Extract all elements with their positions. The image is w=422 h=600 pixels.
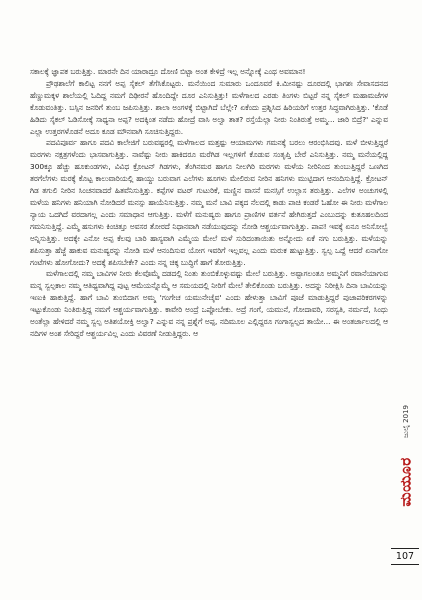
page-number: 107 bbox=[391, 548, 419, 565]
magazine-logo bbox=[394, 452, 418, 512]
paragraph-1: ಸಕಾಲಕ್ಕೆ ಜ್ಞಾಪಕ ಬರುತ್ತಿತ್ತು. ಮಾರನೇ ದಿನ ಯಾರಾದ್ರೂ ದೋಣಿ ಬಿಟ್ಟಾ ಅಂತ ಕೇಳಿದ್ರೆ ಇಲ್ಲ ಅನ್ನೋಕ್ಕೆ ಎಂಥ ಅವಮಾನ! bbox=[30, 67, 306, 76]
paragraph-2: ಪ್ರೌಢಶಾಲೆಗೆ ಕಾಲಿಟ್ಟ ನನಗೆ ಅಪ್ಪ ಸೈಕಲ್ ತೆಗೆಸಿಕೊಟ್ಟರು. ಮನೆಯಿಂದ ಸುಮಾರು ಒಂದೂವರೆ ಕಿ.ಮೀನಷ್ಟು ದೂರದಲ್ಲಿ ಭಾಗಶಃ ಸೇವಾಸದನದ ಹೆಣ್ಣುಮಕ್ಕಳ ಶಾಲೆಯಲ್ಲಿ ಓದಿದ್ದ ನಮಗೆ ದಿಢೀರನೆ ಹೊಂದಿದ್ದೇ ದೂರ ಎನಿಸುತ್ತಿತ್ತು! ಮಳೆಗಾಲದ ಎರಡು ತಿಂಗಳು ಬಿಟ್ಟರೆ ನನ್ನ ಸೈಕಲ್ ಮಹಾಮಜೆಗಳ ಕೊಡುವಂತಿತ್ತು. ಬಸ್ಸಿನ ಜನರಿಗೆ ತುಂಬ ಜಪಿಸುತ್ತಿತ್ತು. ಶಾಲಾ ಅಂಗಳಕ್ಕೆ ಬಿಟ್ಟಾಗಿದೆ ಬೆಲ್ಲೇ? ಏಕೆಂದು ಪ್ರಶ್ನಿಸಿದ ಹಿರಿಯರಿಗೆ ಉತ್ತರ ಸಿದ್ಧವಾಗಿರುತ್ತಿತ್ತು. 'ಕೊಡೆ ಹಿಡಿದು ಸೈಕಲ್ ಓಡಿಸೋಕ್ಕೆ ಸಾಧ್ಯನಾ ಅಪ್ಪ? ಅದಕ್ಕಿಂತ ನಡೆದು ಹೋದ್ರೆ ವಾಸಿ ಅಲ್ವಾ ತಾತ? ರಸ್ತೆಯೆಲ್ಲಾ ನೀರು ನಿಂತಿರುತ್ತೆ ಅಮ್ಮ... ಜಾರಿ ಬಿದ್ರೆ?' ಎನ್ನುವ ಎಲ್ಲಾ ಉತ್ತರಗಳೊಡನೆ ಅದೂ ಕೂಡ ಮೌನವಾಗಿ ಸೂಚಿಸುತ್ತಿದ್ದರು. bbox=[30, 78, 388, 136]
magazine-logo-text: ಮಯೂರ bbox=[397, 457, 415, 507]
paragraph-3: ಪದವಿಪೂರ್ವ ಹಾಗೂ ಪದವಿ ಕಾಲೇಜಿಗೆ ಬರುವಷ್ಟರಲ್ಲಿ ಮಳೆಗಾಲದ ಮತ್ತಷ್ಟು ಆಯಾಮಗಳು ಗಮನಕ್ಕೆ ಬರಲು ಆರಂಭಿಸಿದವು. ಮಳೆ ಬೀಳುತ್ತಿದ್ದರೆ ಮರಗಳು ನಕ್ಷತ್ರಗಳೆಂದು ಭಾಸವಾಗುತ್ತಿತ್ತು. ನಾವೆಷ್ಟು ನೀರು ಹಾಕಿದರೂ ಮರೆಗಿಡ ಇಲ್ಲಗಳಿಗೆ ಕೊಡುವ ಸಂತೃಪ್ತಿ ಬೇರೆ ಎನಿಸುತ್ತಿತ್ತು. ನಮ್ಮ ಮನೆಯಲ್ಲಿದ್ದ 300ಕ್ಕೂ ಹೆಚ್ಚು ಹೂಕುಂಡಗಳು, ವಿವಿಧ ಕ್ರೋಟನ್ ಗಿಡಗಳು, ತೆಂಗಿನಮರ ಹಾಗೂ ನೀಲಗಿರಿ ಮರಗಳು ಮಳೆಯ ನೀರಿನಿಂದ ತುಂಬುತ್ತಿದ್ದರೆ ಒಣಗಿದ ತರಗೆಲೆಗಳು ಮರಕ್ಕೆ ಕೊಟ್ಟ ಕಾಲುವಾರಿಯಲ್ಲಿ ಹಾಯ್ದು ಬರುವಾಗ ಎಲೆಗಳು ಹೂಗಳು ಮೇಲಿರುವ ನೀರಿನ ಹನಿಗಳು ಮುಟ್ಟಿದಾಗ ಆನಂದಿಸುತ್ತಿದ್ದೆ. ಕ್ರೋಟನ್ ಗಿಡ ತಗುಲಿ ನೀರಿನ ಸಿಂಚನವಾದರೆ ಹಿತವೆನಿಸುತ್ತಿತ್ತು. ಕಪ್ಪೆಗಳ ವಟರ್ ಗುಟುರಿಕೆ, ಮಣ್ಣಿನ ವಾಸನೆ ಮನಸ್ಸಿಗೆ ಉಲ್ಲಾಸ ತರುತ್ತಿತ್ತು. ಎಲೆಗಳ ಅಂಚುಗಳಲ್ಲಿ ಮಳೆಯ ಹನಿಗಳು ಹನಿಯಾಗಿ ನೋಡಿದರೆ ಮನಸ್ಸು ಹಾಯೆನಿಸುತ್ತಿತ್ತು. ನಮ್ಮ ಮನೆ ಬಾವಿ ಪಕ್ಕದ ನೆಲದಲ್ಲಿ ಕಾಡು ಪಾಚಿ ಕಂಡರೆ ಓಹೋ ಈ ನೀರು ಮಳೆಗಾಲ ನ್ಯಾಯ ಒದಗಿದೆ ವರದಾಗಲ್ಲ ಎಂದು ಸಮಾಧಾನ ಆಗುತ್ತಿತ್ತು. ಮಳೆಗೆ ಮನುಷ್ಯರು ಹಾಗೂ ಪ್ರಾಣಿಗಳ ವರ್ತನೆ ಹೇಗಿರುತ್ತದೆ ಎಂಬುದನ್ನು ಕುತೂಹಲದಿಂದ ಗಮನಿಸುತ್ತಿದ್ದೆ. ಎಮ್ಮೆ ಹಸುಗಳು ಕಿಂಚಿತ್ತೂ ಅವಸರ ತೋರದೆ ನಿಧಾನವಾಗಿ ನಡೆಯುವುದನ್ನು ನೋಡಿ ಆಶ್ಚರ್ಯವಾಗುತ್ತಿತ್ತು. ಪಾಪ! ಇವಕ್ಕೆ ಏನೂ ಅನಿಸೋಲ್ವೆ ಅನ್ನಿಸುತ್ತಿತ್ತು. ಅದಕ್ಕೇ ಎನೋ ಅಪ್ಪ ಕೆಲವು ಬಾರಿ ಹಾಸ್ಯವಾಗಿ ಎಮ್ಮೆಯ ಮೇಲೆ ಮಳೆ ಸುರಿದಂತಾಯಿತು ಅನ್ನೋದು ಏಕೆ ನಗು ಬರುತ್ತಿತ್ತು. ಮಳೆಯನ್ನು ಶಪಿಸುತ್ತಾ ಹೆಜ್ಜೆ ಹಾಕುವ ಮನುಷ್ಯರನ್ನು ನೋಡಿ ಮಳೆ ಆನಂದಿಸುವ ಯೋಗ ಇವರಿಗೆ ಇಲ್ಲವಲ್ಲ ಎಂದು ಮರುಕ ಹುಟ್ಟುತ್ತಿತ್ತು. ಸ್ವಲ್ಪ ಒದ್ದೆ ಆದರೆ ಏನಾಗೋ ಗಂಟೆಗಳು ಹೋಗೋದು? ಅದಕ್ಕೆ ಶಪಿಸಬೇಕೇ? ಎಂದು ನನ್ನ ಚಿಕ್ಕ ಬುದ್ಧಿಗೆ ಹಾಗೆ ತೋರುತ್ತಿತ್ತು. bbox=[30, 138, 388, 267]
paragraph-4: ಮಳೆಗಾಲದಲ್ಲಿ ನಮ್ಮ ಬಾವಿಗಳ ನೀರು ಕೆಲವೊಮ್ಮೆ ದಡದಲ್ಲಿ ನಿಂತು ತುಂಬಿಕೊಳ್ಳುವಷ್ಟು ಮೇಲೆ ಬರುತ್ತಿತ್ತು. ಅಷ್ಟಾಗಲಂತೂ ಅಮ್ಮನಿಗೆ ರವಾನೆಯಾಗುವ ಮನ್ನ ಸ್ವಲ್ಪಕಾಲ ನಮ್ಮ ಆತಿಥ್ಯವಾಗಿದ್ದ ಪುಟ್ಟ ಆಮೆಯನ್ನೊಮ್ಮೆ ಆ ಸಮಯದಲ್ಲಿ ನೀರಿಗೆ ಮೇಲೆ ತೇಲಿಕೊಂಡು ಬರುತ್ತಿತ್ತು. ಅದನ್ನು ನಿರೀಕ್ಷಿಸಿ ದಿನಾ ಬಾವಿಯನ್ನು ಇಣುಕಿ ಹಾಕುತ್ತಿದ್ದೆ. ಹಾಗೆ ಬಾವಿ ತುಂಬಿದಾಗ ಅಮ್ಮ 'ಗಂಗೇಚ ಯಮುನೇಚೈವ' ಎಂದು ಹೇಳುತ್ತಾ ಬಾವಿಗೆ ಪೂಜೆ ಮಾಡುತ್ತಿದ್ದರೆ ಪುಜಾಪರಿಕರಗಳನ್ನು ಇಟ್ಟುಕೊಂಡು ನಿಂತಿರುತ್ತಿದ್ದ ನಮಗೆ ಆಶ್ಚರ್ಯವಾಗುತ್ತಿತ್ತು. ಕಾವೇರಿ ಅಂದ್ರೆ ಒಪ್ಪೋಬೇಕು. ಅದ್ರೆ ಗಂಗೆ, ಯಮುನೆ, ಗೋದಾವರಿ, ಸರಸ್ವತಿ, ನರ್ಮದೆ, ಸಿಂಧು ಅಂತೆಲ್ಲಾ ಹೇಳಿದರೆ ನಮ್ಮ ಸ್ವಲ್ಪ ಅತಿಶಯೋಕ್ತಿ ಅಲ್ವಾ? ಎನ್ನುವ ನನ್ನ ಪ್ರಶ್ನೆಗೆ ಅಪ್ಪ, ನದಿಮೂಲ ಎಲ್ಲಿದ್ದರೂ ಗಂಗಾಸ್ವಲ್ಪದ ತಾಯೇ... ಈ ಅಂತರ್ಜಾಲದಲ್ಲಿ ಆ ನದಿಗಳ ಅಂಶ ಸೇರಿದ್ದರೆ ಆಶ್ಚರ್ಯವಿಲ್ಲ ಎಂದು ವಿವರಣೆ ನೀಡುತ್ತಿದ್ದರು. ಆ bbox=[30, 269, 388, 338]
article-body bbox=[30, 66, 388, 340]
issue-date-label: ಜುಲೈ 2019 bbox=[401, 404, 410, 438]
issue-date bbox=[394, 392, 418, 450]
